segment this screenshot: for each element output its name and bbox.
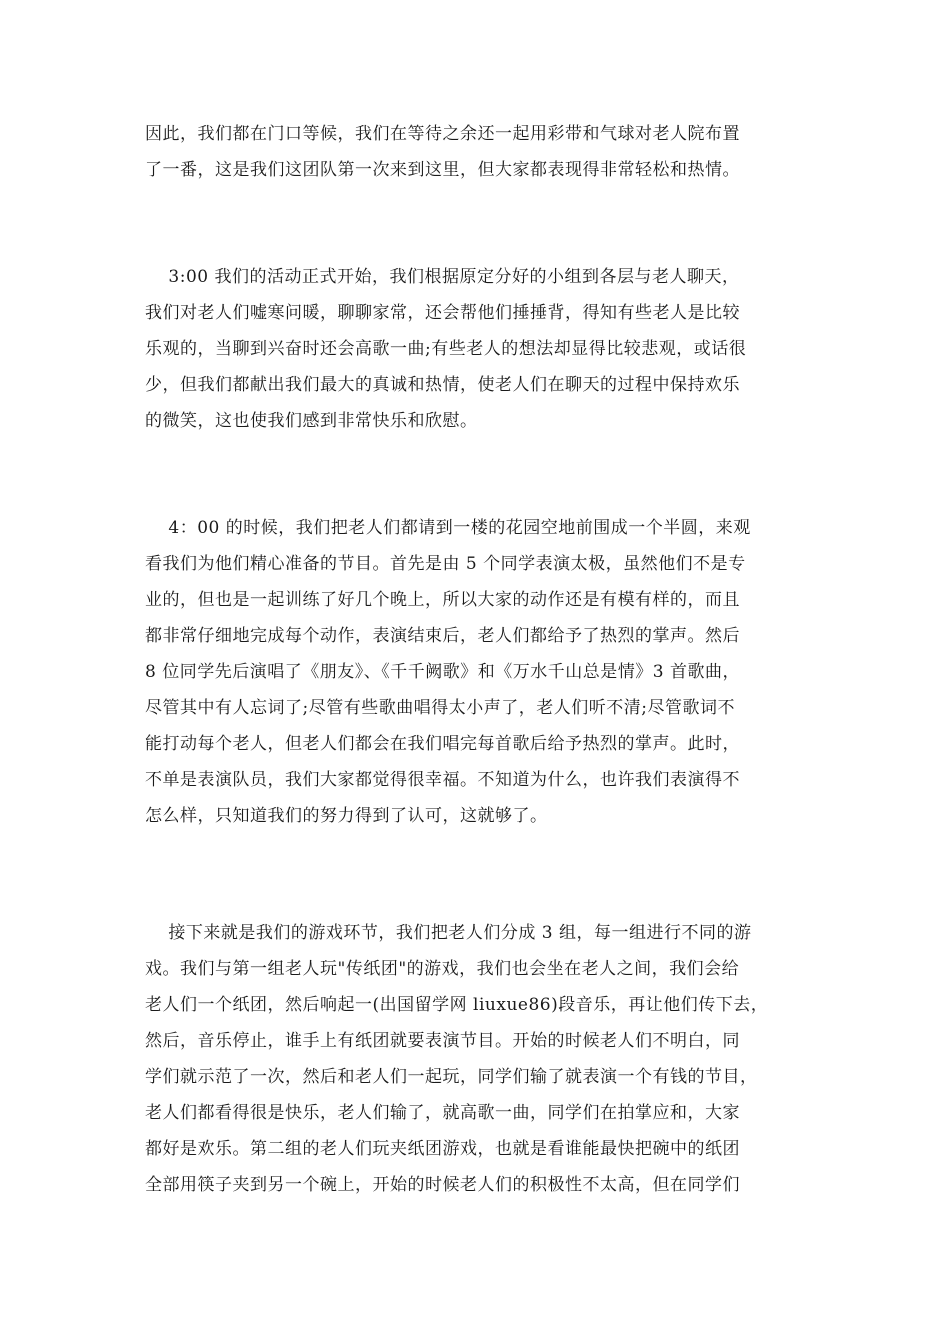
text-line: 都非常仔细地完成每个动作，表演结束后，老人们都给予了热烈的掌声。然后 [145, 626, 740, 646]
text-line: 老人们都看得很是快乐，老人们输了，就高歌一曲，同学们在拍掌应和，大家 [145, 1103, 740, 1123]
text-line: 戏。我们与第一组老人玩"传纸团"的游戏，我们也会坐在老人之间，我们会给 [145, 959, 740, 979]
text-line: 不单是表演队员，我们大家都觉得很幸福。不知道为什么，也许我们表演得不 [145, 770, 740, 790]
text-line: 尽管其中有人忘词了;尽管有些歌曲唱得太小声了，老人们听不清;尽管歌词不 [145, 698, 735, 718]
text-line: 业的，但也是一起训练了好几个晚上，所以大家的动作还是有模有样的，而且 [145, 590, 740, 610]
text-line: 看我们为他们精心准备的节目。首先是由 5 个同学表演太极，虽然他们不是专 [145, 554, 746, 574]
text-line: 接下来就是我们的游戏环节，我们把老人们分成 3 组，每一组进行不同的游 [145, 923, 752, 943]
text-line: 老人们一个纸团，然后响起一(出国留学网 liuxue86)段音乐，再让他们传下去， [145, 995, 769, 1015]
text-line: 我们对老人们嘘寒问暖，聊聊家常，还会帮他们捶捶背，得知有些老人是比较 [145, 303, 740, 323]
paragraph-decoration [145, 116, 805, 188]
text-line: 乐观的，当聊到兴奋时还会高歌一曲;有些老人的想法却显得比较悲观，或话很 [145, 339, 747, 359]
text-line: 学们就示范了一次，然后和老人们一起玩，同学们输了就表演一个有钱的节目， [145, 1067, 758, 1087]
text-line: 然后，音乐停止，谁手上有纸团就要表演节目。开始的时候老人们不明白，同 [145, 1031, 740, 1051]
text-line: 能打动每个老人，但老人们都会在我们唱完每首歌后给予热烈的掌声。此时， [145, 734, 740, 754]
text-line: 4：00 的时候，我们把老人们都请到一楼的花园空地前围成一个半圆，来观 [145, 518, 751, 538]
paragraph-performance [145, 510, 805, 834]
text-line: 怎么样，只知道我们的努力得到了认可，这就够了。 [145, 806, 548, 826]
text-line: 3:00 我们的活动正式开始，我们根据原定分好的小组到各层与老人聊天， [145, 267, 740, 287]
text-line: 了一番，这是我们这团队第一次来到这里，但大家都表现得非常轻松和热情。 [145, 160, 740, 180]
text-line: 的微笑，这也使我们感到非常快乐和欣慰。 [145, 411, 478, 431]
paragraph-games [145, 915, 805, 1203]
text-line: 因此，我们都在门口等候，我们在等待之余还一起用彩带和气球对老人院布置 [145, 124, 740, 144]
text-line: 全部用筷子夹到另一个碗上，开始的时候老人们的积极性不太高，但在同学们 [145, 1175, 740, 1195]
paragraph-chatting [145, 259, 805, 439]
text-line: 8 位同学先后演唱了《朋友》、《千千阙歌》和《万水千山总是情》3 首歌曲， [145, 662, 740, 682]
text-line: 都好是欢乐。第二组的老人们玩夹纸团游戏，也就是看谁能最快把碗中的纸团 [145, 1139, 740, 1159]
text-line: 少，但我们都献出我们最大的真诚和热情，使老人们在聊天的过程中保持欢乐 [145, 375, 740, 395]
